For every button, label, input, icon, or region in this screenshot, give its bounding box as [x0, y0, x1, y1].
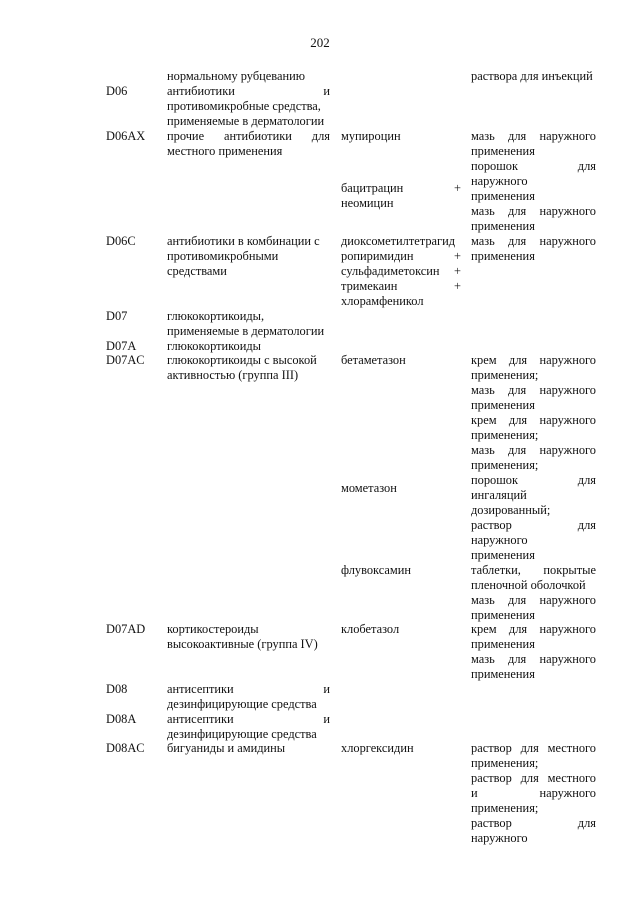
text-line: наружного	[471, 174, 528, 188]
text-line: применения;	[471, 428, 539, 442]
drug-name: хлоргексидин	[341, 741, 414, 755]
text-line: применения	[471, 667, 535, 681]
text-line: дозированный;	[471, 503, 551, 517]
text-line: противомикробные средства,	[167, 99, 321, 113]
text-line: прочие антибиотики для	[167, 129, 330, 143]
text-line: мазь для наружного	[471, 234, 596, 248]
drug-name: клобетазол	[341, 622, 400, 636]
text-line: раствор для	[471, 816, 596, 830]
drug-name: тримекаин +	[341, 279, 461, 293]
text-line: крем для наружного	[471, 353, 596, 367]
text-line: раствор для местного	[471, 771, 596, 785]
drug-name: флувоксамин	[341, 563, 412, 577]
text-line: применения;	[471, 801, 539, 815]
text-line: глюкокортикоиды с высокой	[167, 353, 317, 367]
text-line: применения	[471, 144, 535, 158]
drug-name: мометазон	[341, 481, 397, 495]
atc-code: D07	[106, 309, 128, 323]
text-line: крем для наружного	[471, 622, 596, 636]
text-line: местного применения	[167, 144, 283, 158]
text-line: нормальному рубцеванию	[167, 69, 305, 83]
text-line: применения	[471, 398, 535, 412]
text-line: пленочной оболочкой	[471, 578, 586, 592]
text-line: применения;	[471, 756, 539, 770]
text-line: антисептики и	[167, 682, 330, 696]
text-line: раствор для	[471, 518, 596, 532]
atc-code: D06AX	[106, 129, 146, 143]
atc-code: D06	[106, 84, 128, 98]
text-line: мазь для наружного	[471, 652, 596, 666]
text-line: применения;	[471, 458, 539, 472]
text-line: применения	[471, 189, 535, 203]
text-line: антибиотики в комбинации с	[167, 234, 320, 248]
text-line: мазь для наружного	[471, 129, 596, 143]
text-line: глюкокортикоиды,	[167, 309, 265, 323]
text-line: мазь для наружного	[471, 383, 596, 397]
text-line: и наружного	[471, 786, 596, 800]
text-line: противомикробными	[167, 249, 279, 263]
drug-name: диоксометилтетрагид	[341, 234, 456, 248]
text-line: дезинфицирующие средства	[167, 727, 317, 741]
atc-code: D08AC	[106, 741, 145, 755]
text-line: средствами	[167, 264, 227, 278]
drug-name: ропиримидин +	[341, 249, 461, 263]
drug-name: бацитрацин +	[341, 181, 461, 195]
atc-code: D07AC	[106, 353, 145, 367]
text-line: бигуаниды и амидины	[167, 741, 286, 755]
text-line: применения	[471, 608, 535, 622]
text-line: раствор для местного	[471, 741, 596, 755]
atc-code: D07AD	[106, 622, 146, 636]
drug-name: хлорамфеникол	[341, 294, 424, 308]
text-line: применения	[471, 637, 535, 651]
text-line: применяемые в дерматологии	[167, 324, 325, 338]
drug-name: сульфадиметоксин +	[341, 264, 461, 278]
text-line: высокоактивные (группа IV)	[167, 637, 318, 651]
text-line: применения	[471, 548, 535, 562]
atc-code: D08A	[106, 712, 137, 726]
drug-name: мупироцин	[341, 129, 401, 143]
text-line: мазь для наружного	[471, 204, 596, 218]
text-line: применяемые в дерматологии	[167, 114, 325, 128]
text-line: глюкокортикоиды	[167, 339, 261, 353]
text-line: дезинфицирующие средства	[167, 697, 317, 711]
atc-code: D06C	[106, 234, 136, 248]
text-line: таблетки, покрытые	[471, 563, 596, 577]
text-line: активностью (группа III)	[167, 368, 299, 382]
text-line: порошок для	[471, 473, 596, 487]
text-line: мазь для наружного	[471, 593, 596, 607]
atc-code: D07A	[106, 339, 137, 353]
text-line: раствора для инъекций	[471, 69, 593, 83]
text-line: применения	[471, 219, 535, 233]
text-line: крем для наружного	[471, 413, 596, 427]
text-line: ингаляций	[471, 488, 527, 502]
drug-name: неомицин	[341, 196, 394, 210]
text-line: антибиотики и	[167, 84, 330, 98]
text-line: применения;	[471, 368, 539, 382]
atc-code: D08	[106, 682, 128, 696]
text-line: кортикостероиды	[167, 622, 259, 636]
text-line: применения	[471, 249, 535, 263]
page-number: 202	[310, 35, 330, 50]
text-line: порошок для	[471, 159, 596, 173]
text-line: наружного	[471, 533, 528, 547]
text-line: наружного	[471, 831, 528, 845]
text-line: антисептики и	[167, 712, 330, 726]
text-line: мазь для наружного	[471, 443, 596, 457]
drug-name: бетаметазон	[341, 353, 406, 367]
